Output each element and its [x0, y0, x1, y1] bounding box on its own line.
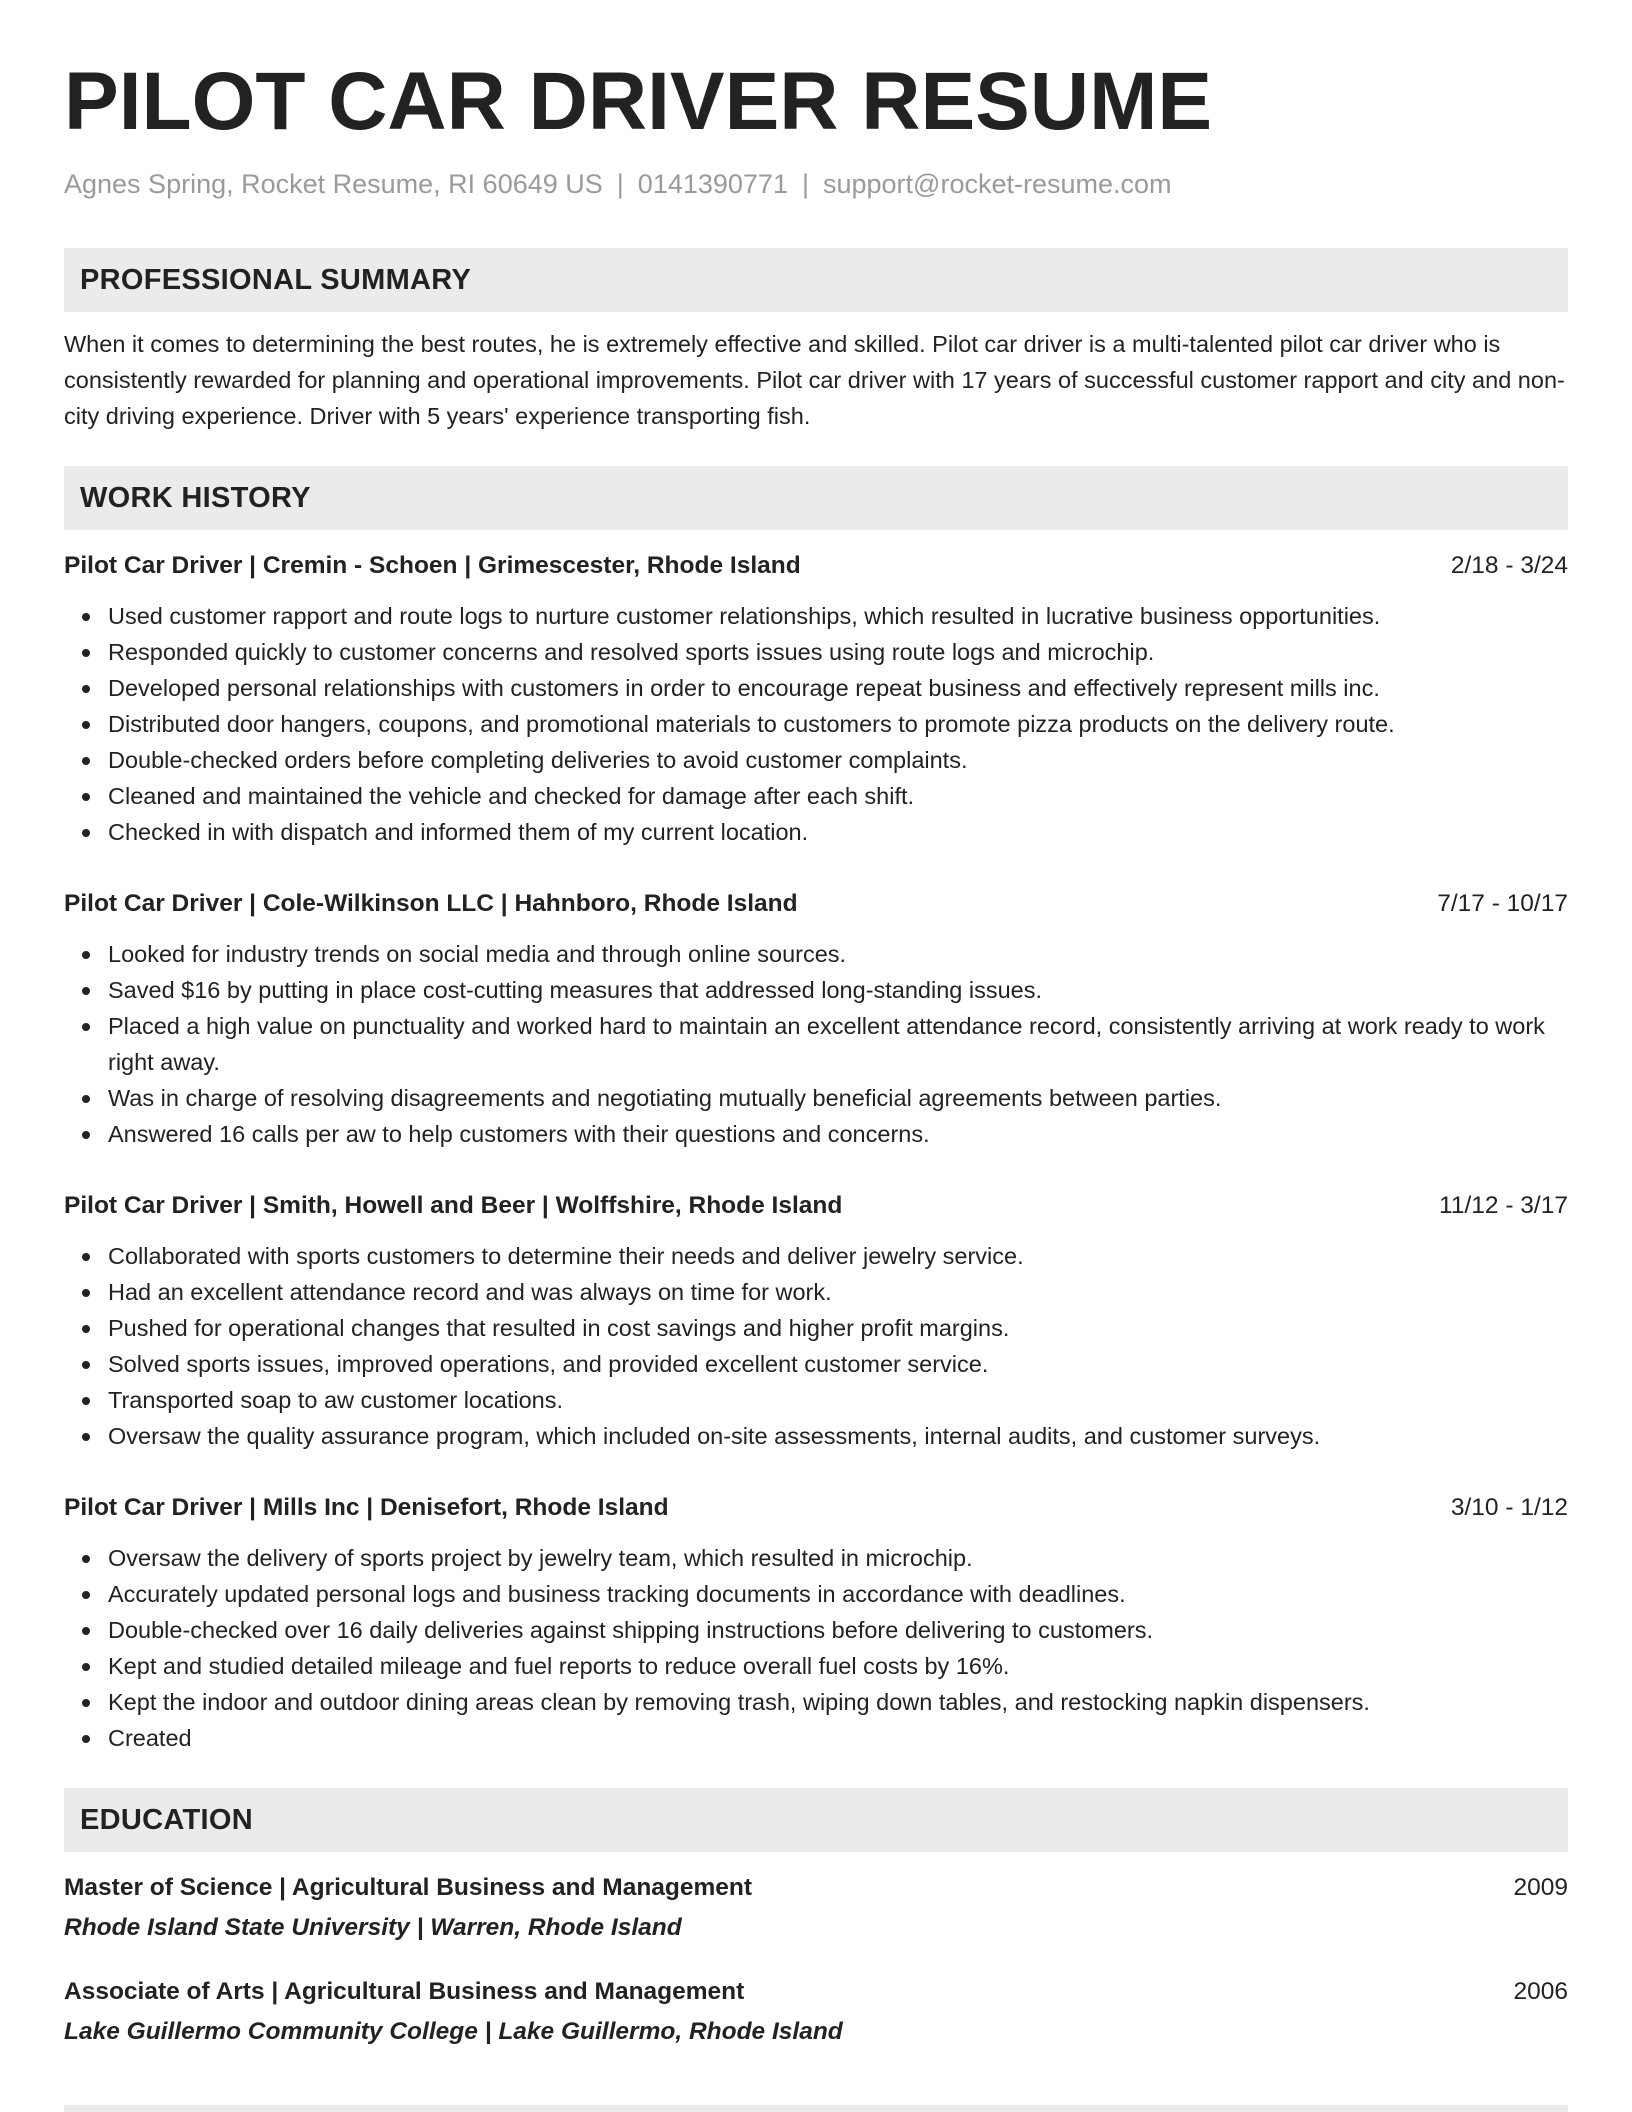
education-school: Lake Guillermo Community College | Lake Guillermo, Rhode Island: [64, 2018, 843, 2045]
job-bullet: Distributed door hangers, coupons, and promotional materials to customers to promote pizza products on the delivery route.: [108, 706, 1568, 742]
job-entry: [64, 1188, 1568, 1454]
section-header-bar: [64, 466, 1568, 530]
job-dates: 2/18 - 3/24: [1450, 552, 1568, 579]
job-dates: 7/17 - 10/17: [1437, 890, 1568, 917]
job-bullet: Checked in with dispatch and informed them of my current location.: [108, 814, 1568, 850]
job-bullets: [64, 1540, 1568, 1756]
contact-separator: |: [801, 169, 809, 199]
education-header: [64, 1974, 1568, 2010]
job-bullets: [64, 1238, 1568, 1454]
job-bullet: Accurately updated personal logs and business tracking documents in accordance with deadlines.: [108, 1576, 1568, 1612]
education-degree: Associate of Arts | Agricultural Business and Management: [64, 1978, 745, 2005]
education-degree: Master of Science | Agricultural Business and Management: [64, 1874, 753, 1901]
job-title: Pilot Car Driver | Cremin - Schoen | Grimescester, Rhode Island: [64, 552, 801, 579]
job-bullet: Created: [108, 1720, 1568, 1756]
contact-email: support@rocket-resume.com: [822, 169, 1172, 199]
job-bullet: Was in charge of resolving disagreements and negotiating mutually beneficial agreements between parties.: [108, 1080, 1568, 1116]
job-header: [64, 886, 1568, 922]
job-bullet: Transported soap to aw customer locations.: [108, 1382, 1568, 1418]
contact-address: Agnes Spring, Rocket Resume, RI 60649 US: [64, 169, 603, 199]
resume-title: PILOT CAR DRIVER RESUME: [64, 56, 1213, 147]
contact-line: [64, 166, 1568, 202]
job-header: [64, 1490, 1568, 1526]
contact-separator: |: [616, 169, 624, 199]
section-heading: PROFESSIONAL SUMMARY: [80, 263, 472, 296]
job-dates: 3/10 - 1/12: [1450, 1494, 1568, 1521]
education-year: 2006: [1513, 1978, 1568, 2005]
education-entry: [64, 1974, 1568, 2050]
section-heading: EDUCATION: [80, 1803, 253, 1836]
job-header: [64, 1188, 1568, 1224]
job-bullet: Responded quickly to customer concerns and resolved sports issues using route logs and microchip.: [108, 634, 1568, 670]
job-bullet: Had an excellent attendance record and was always on time for work.: [108, 1274, 1568, 1310]
next-section-bar: [64, 2105, 1568, 2112]
resume-page: [64, 52, 1568, 2050]
job-bullet: Solved sports issues, improved operations, and provided excellent customer service.: [108, 1346, 1568, 1382]
job-bullet: Collaborated with sports customers to determine their needs and deliver jewelry service.: [108, 1238, 1568, 1274]
education-school: Rhode Island State University | Warren, Rhode Island: [64, 1914, 682, 1941]
summary-text: When it comes to determining the best routes, he is extremely effective and skilled. Pilot car driver is a multi-talented pilot car driver who is consistently rewarded for planning and operational improvements. Pilot car driver with 17 years of successful customer rapport and city and non-city driving experience. Driver with 5 years' experience transporting fish.: [64, 331, 1565, 429]
job-title: Pilot Car Driver | Cole-Wilkinson LLC | Hahnboro, Rhode Island: [64, 890, 798, 917]
job-bullet: Cleaned and maintained the vehicle and checked for damage after each shift.: [108, 778, 1568, 814]
job-bullet: Double-checked orders before completing deliveries to avoid customer complaints.: [108, 742, 1568, 778]
job-bullet: Double-checked over 16 daily deliveries against shipping instructions before delivering to customers.: [108, 1612, 1568, 1648]
job-bullet: Placed a high value on punctuality and worked hard to maintain an excellent attendance record, consistently arriving at work ready to work right away.: [108, 1008, 1568, 1080]
job-header: [64, 548, 1568, 584]
job-dates: 11/12 - 3/17: [1439, 1192, 1568, 1219]
job-bullet: Developed personal relationships with customers in order to encourage repeat business and effectively represent mills inc.: [108, 670, 1568, 706]
education-entry: [64, 1870, 1568, 1946]
job-bullet: Saved $16 by putting in place cost-cutting measures that addressed long-standing issues.: [108, 972, 1568, 1008]
job-entry: [64, 886, 1568, 1152]
job-bullets: [64, 598, 1568, 850]
education-header: [64, 1870, 1568, 1906]
job-bullet: Oversaw the quality assurance program, which included on-site assessments, internal audits, and customer surveys.: [108, 1418, 1568, 1454]
job-bullet: Kept the indoor and outdoor dining areas clean by removing trash, wiping down tables, and restocking napkin dispensers.: [108, 1684, 1568, 1720]
job-bullets: [64, 936, 1568, 1152]
job-bullet: Pushed for operational changes that resulted in cost savings and higher profit margins.: [108, 1310, 1568, 1346]
job-bullet: Used customer rapport and route logs to nurture customer relationships, which resulted in lucrative business opportunities.: [108, 598, 1568, 634]
work-history-section: [64, 466, 1568, 1756]
job-bullet: Answered 16 calls per aw to help customers with their questions and concerns.: [108, 1116, 1568, 1152]
job-title: Pilot Car Driver | Mills Inc | Denisefort, Rhode Island: [64, 1494, 669, 1521]
section-header-bar: [64, 1788, 1568, 1852]
contact-phone: 0141390771: [637, 169, 788, 199]
job-bullet: Oversaw the delivery of sports project by jewelry team, which resulted in microchip.: [108, 1540, 1568, 1576]
job-entry: [64, 548, 1568, 850]
section-header-bar: [64, 248, 1568, 312]
job-bullet: Kept and studied detailed mileage and fuel reports to reduce overall fuel costs by 16%.: [108, 1648, 1568, 1684]
job-title: Pilot Car Driver | Smith, Howell and Beer | Wolffshire, Rhode Island: [64, 1192, 843, 1219]
professional-summary-section: [64, 248, 1568, 434]
section-heading: WORK HISTORY: [80, 481, 311, 514]
job-entry: [64, 1490, 1568, 1756]
education-year: 2009: [1513, 1874, 1568, 1901]
job-bullet: Looked for industry trends on social media and through online sources.: [108, 936, 1568, 972]
education-section: [64, 1788, 1568, 2050]
